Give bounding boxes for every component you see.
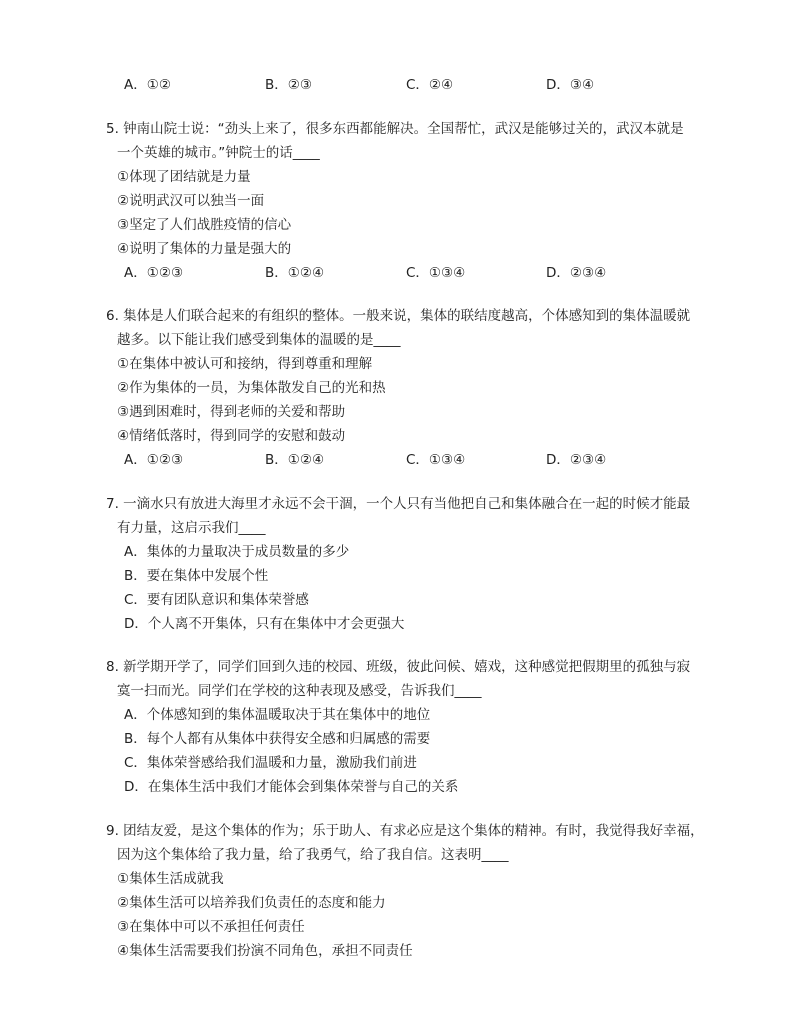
question-stem-line: 寞一扫而光。同学们在学校的这种表现及感受，告诉我们____ <box>117 683 482 699</box>
statement-item: ③遇到困难时，得到老师的关爱和帮助 <box>117 404 346 420</box>
statement-item: ②集体生活可以培养我们负责任的态度和能力 <box>117 895 386 911</box>
choice-b: B．每个人都有从集体中获得安全感和归属感的需要 <box>124 731 431 747</box>
option-d: D．②③④ <box>546 265 607 281</box>
statement-item: ④说明了集体的力量是强大的 <box>117 241 292 257</box>
option-b: B．①②④ <box>265 265 325 281</box>
statement-item: ④集体生活需要我们扮演不同角色，承担不同责任 <box>117 943 413 959</box>
choice-d: D．个人离不开集体，只有在集体中才会更强大 <box>124 616 405 632</box>
statement-item: ②说明武汉可以独当一面 <box>117 193 265 209</box>
option-a: A．①②③ <box>124 452 184 468</box>
choice-c: C．集体荣誉感给我们温暖和力量，激励我们前进 <box>124 755 417 771</box>
choice-a: A．个体感知到的集体温暖取决于其在集体中的地位 <box>124 707 431 723</box>
option-d: D．③④ <box>546 77 595 93</box>
statement-item: ④情绪低落时，得到同学的安慰和鼓动 <box>117 428 346 444</box>
option-b: B．②③ <box>265 77 312 93</box>
statement-item: ③坚定了人们战胜疫情的信心 <box>117 217 292 233</box>
option-b: B．①②④ <box>265 452 325 468</box>
question-stem-line: 6. 集体是人们联合起来的有组织的整体。一般来说，集体的联结度越高，个体感知到的集体温暖就 <box>106 308 691 324</box>
option-c: C．①③④ <box>406 452 466 468</box>
statement-item: ①集体生活成就我 <box>117 871 224 887</box>
option-c: C．①③④ <box>406 265 466 281</box>
question-stem-line: 7. 一滴水只有放进大海里才永远不会干涸，一个人只有当他把自己和集体融合在一起的时候才能最 <box>106 496 691 512</box>
option-a: A．①②③ <box>124 265 184 281</box>
statement-item: ①在集体中被认可和接纳，得到尊重和理解 <box>117 356 373 372</box>
choice-a: A．集体的力量取决于成员数量的多少 <box>124 544 350 560</box>
question-stem-line: 8. 新学期开学了，同学们回到久违的校园、班级，彼此问候、嬉戏，这种感觉把假期里的孤独与寂 <box>106 659 691 675</box>
option-a: A．①② <box>124 77 171 93</box>
choice-c: C．要有团队意识和集体荣誉感 <box>124 592 309 608</box>
choice-d: D．在集体生活中我们才能体会到集体荣誉与自己的关系 <box>124 779 459 795</box>
choice-b: B．要在集体中发展个性 <box>124 568 269 584</box>
question-stem-line: 5. 钟南山院士说：“劲头上来了，很多东西都能解决。全国帮忙，武汉是能够过关的，武汉本就是 <box>106 121 684 137</box>
statement-item: ①体现了团结就是力量 <box>117 169 251 185</box>
statement-item: ③在集体中可以不承担任何责任 <box>117 919 305 935</box>
question-stem-line: 因为这个集体给了我力量，给了我勇气，给了我自信。这表明____ <box>117 847 509 863</box>
option-d: D．②③④ <box>546 452 607 468</box>
question-stem-line: 一个英雄的城市。”钟院士的话____ <box>117 145 320 161</box>
question-stem-line: 越多。以下能让我们感受到集体的温暖的是____ <box>117 332 401 348</box>
option-c: C．②④ <box>406 77 454 93</box>
statement-item: ②作为集体的一员，为集体散发自己的光和热 <box>117 380 386 396</box>
question-stem-line: 有力量，这启示我们____ <box>117 520 266 536</box>
question-stem-line: 9. 团结友爱，是这个集体的作为；乐于助人、有求必应是这个集体的精神。有时，我觉得我好幸福， <box>106 823 704 839</box>
